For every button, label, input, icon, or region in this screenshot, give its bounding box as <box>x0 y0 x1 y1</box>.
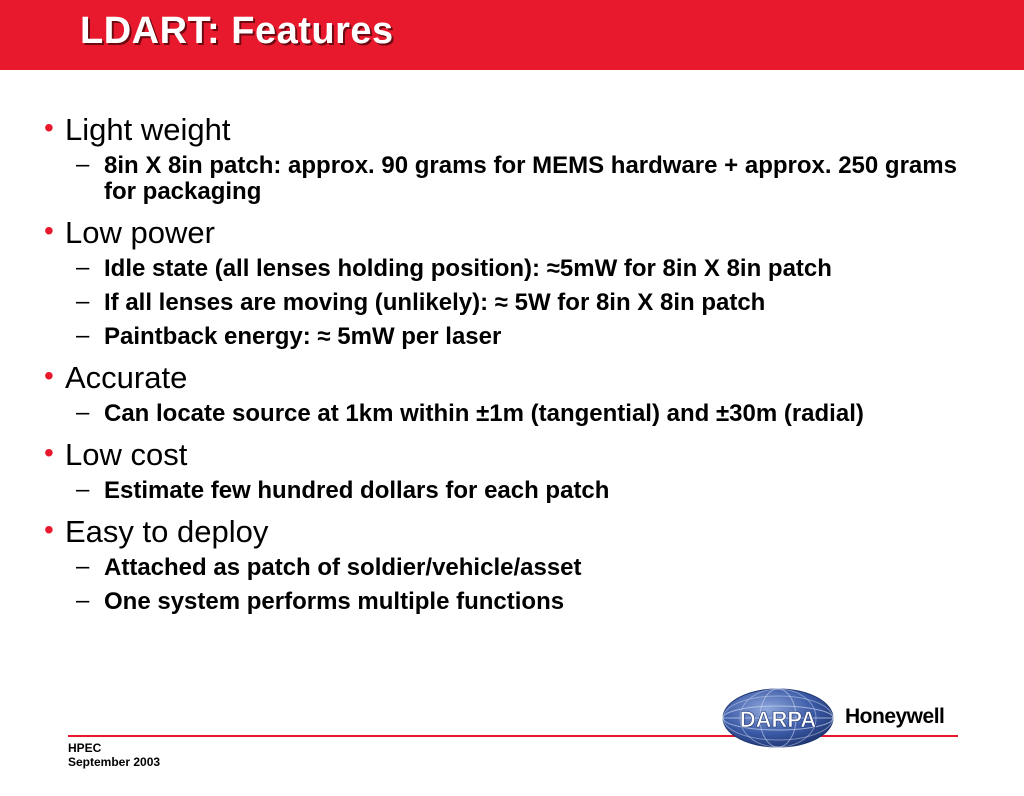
footer <box>68 741 160 769</box>
bullet-text: Low power <box>65 215 215 250</box>
bullet-text: Low cost <box>65 437 188 472</box>
sub-bullet-text: One system performs multiple functions <box>104 588 565 615</box>
footer-conference: HPEC <box>68 741 102 755</box>
sub-bullet-item <box>42 589 982 615</box>
sub-bullet-text: Estimate few hundred dollars for each patch <box>104 477 610 504</box>
dash-icon: – <box>76 476 90 503</box>
sub-bullet-text: 8in X 8in patch: approx. 90 grams for MEMS hardware + approx. 250 grams for packaging <box>104 152 957 205</box>
dash-icon: – <box>76 254 90 281</box>
dash-icon: – <box>76 322 90 349</box>
bullet-text: Easy to deploy <box>65 514 269 549</box>
bullet-item <box>42 512 982 552</box>
sub-bullet-item <box>42 401 982 427</box>
sub-bullet-item <box>42 324 982 350</box>
bullet-dot-icon: • <box>44 514 54 545</box>
dash-icon: – <box>76 288 90 315</box>
footer-date: September 2003 <box>68 755 161 769</box>
honeywell-logo: Honeywell <box>845 705 945 728</box>
bullet-item <box>42 435 982 475</box>
bullet-dot-icon: • <box>44 112 54 143</box>
sub-bullet-item <box>42 153 982 205</box>
sub-bullet-text: If all lenses are moving (unlikely): ≈ 5W for 8in X 8in patch <box>104 289 766 316</box>
darpa-logo-text: DARPA <box>739 707 817 732</box>
bullet-item <box>42 213 982 253</box>
sub-bullet-text: Attached as patch of soldier/vehicle/asset <box>104 554 582 581</box>
title-bar <box>0 0 1024 70</box>
sub-bullet-item <box>42 256 982 282</box>
bullet-dot-icon: • <box>44 360 54 391</box>
bullet-item <box>42 358 982 398</box>
dash-icon: – <box>76 587 90 614</box>
dash-icon: – <box>76 151 90 178</box>
bullet-text: Light weight <box>65 112 231 147</box>
bullet-list <box>42 110 982 623</box>
sub-bullet-item <box>42 290 982 316</box>
bullet-dot-icon: • <box>44 437 54 468</box>
dash-icon: – <box>76 399 90 426</box>
sub-bullet-item <box>42 478 982 504</box>
sub-bullet-text: Paintback energy: ≈ 5mW per laser <box>104 323 502 350</box>
sub-bullet-item <box>42 555 982 581</box>
bullet-item <box>42 110 982 150</box>
darpa-logo <box>722 688 834 748</box>
sub-bullet-text: Can locate source at 1km within ±1m (tangential) and ±30m (radial) <box>104 400 864 427</box>
dash-icon: – <box>76 553 90 580</box>
bullet-text: Accurate <box>65 360 188 395</box>
bullet-dot-icon: • <box>44 215 54 246</box>
slide-title: LDART: Features <box>80 10 394 52</box>
sub-bullet-text: Idle state (all lenses holding position): ≈5mW for 8in X 8in patch <box>104 255 832 282</box>
